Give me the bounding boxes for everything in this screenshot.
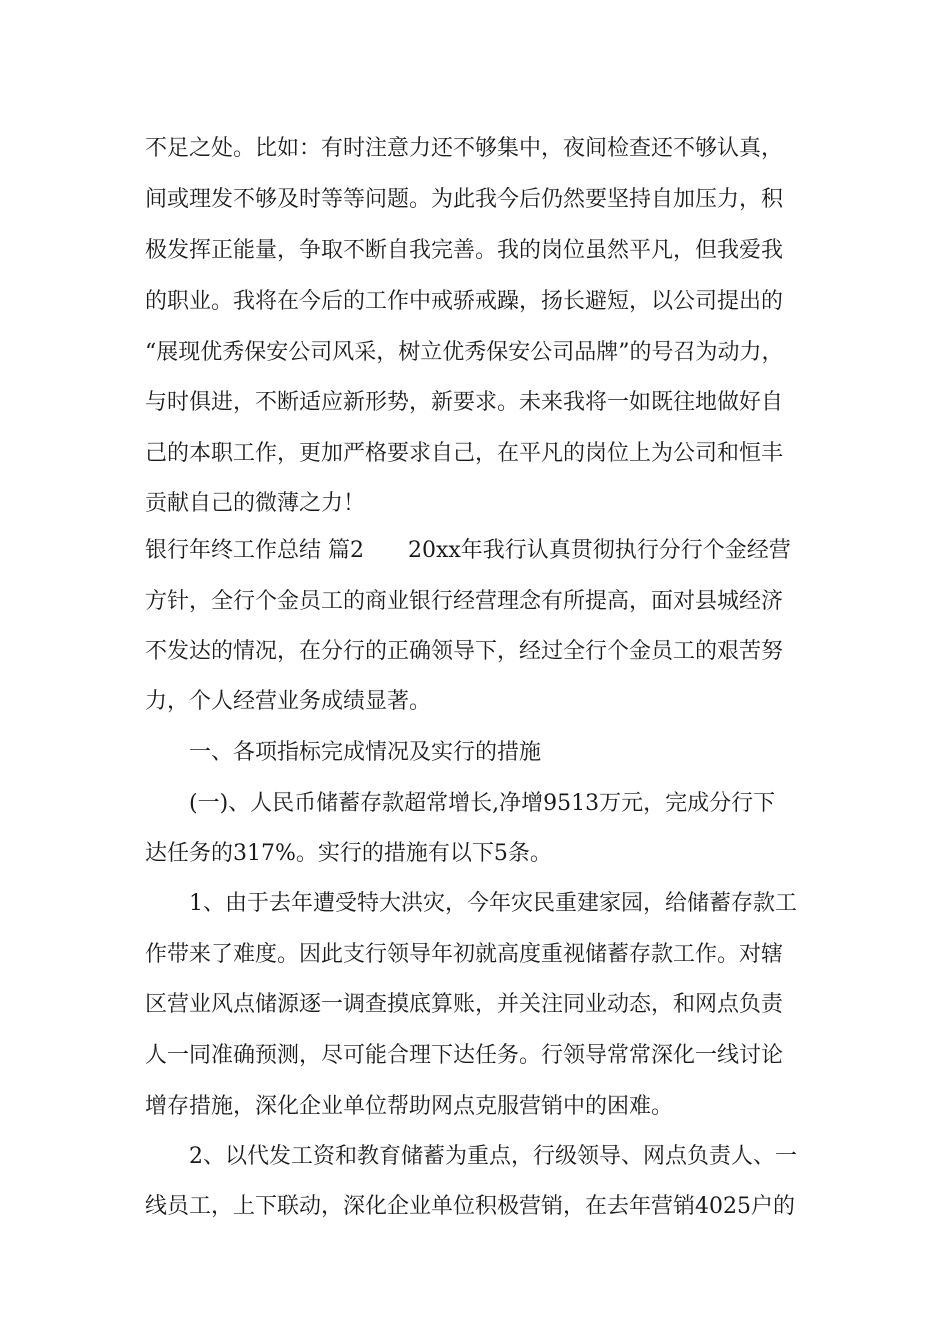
- text-line: 增存措施，深化企业单位帮助网点克服营销中的困难。: [145, 1094, 674, 1119]
- text-line: 2、以代发工资和教育储蓄为重点，行级领导、网点负责人、一: [145, 1144, 797, 1169]
- text-line: 1、由于去年遭受特大洪灾，今年灾民重建家园，给储蓄存款工: [145, 891, 797, 916]
- text-line: 不发达的情况，在分行的正确领导下，经过全行个金员工的艰苦努: [145, 639, 784, 664]
- text-line: 极发挥正能量，争取不断自我完善。我的岗位虽然平凡，但我爱我: [145, 238, 784, 263]
- text-line: 间或理发不够及时等等问题。为此我今后仍然要坚持自加压力，积: [145, 187, 784, 212]
- text-line: 不足之处。比如：有时注意力还不够集中，夜间检查还不够认真，: [145, 136, 784, 161]
- text-line: 方针，全行个金员工的商业银行经营理念有所提高，面对县城经济: [145, 589, 784, 614]
- text-line: 达任务的317%。实行的措施有以下5条。: [145, 841, 552, 866]
- text-line: 作带来了难度。因此支行领导年初就高度重视储蓄存款工作。对辖: [145, 942, 784, 967]
- text-line: (一)、人民币储蓄存款超常增长,净增9513万元，完成分行下: [145, 791, 776, 816]
- text-line: 区营业风点储源逐一调查摸底算账，并关注同业动态，和网点负责: [145, 992, 784, 1017]
- text-line: 的职业。我将在今后的工作中戒骄戒躁，扬长避短，以公司提出的: [145, 289, 784, 314]
- text-line: 人一同准确预测，尽可能合理下达任务。行领导常常深化一线讨论: [145, 1043, 784, 1068]
- text-line: 己的本职工作，更加严格要求自己，在平凡的岗位上为公司和恒丰: [145, 441, 784, 466]
- text-line: 线员工，上下联动，深化企业单位积极营销，在去年营销4025户的: [145, 1194, 795, 1219]
- text-line: 贡献自己的微薄之力！: [145, 491, 366, 516]
- text-line: “展现优秀保安公司风采，树立优秀保安公司品牌”的号召为动力，: [145, 340, 784, 365]
- text-line: 一、各项指标完成情况及实行的措施: [145, 740, 542, 765]
- text-line: 与时俱进，不断适应新形势，新要求。未来我将一如既往地做好自: [145, 390, 784, 415]
- section-heading-line: 银行年终工作总结 篇2 20xx年我行认真贯彻执行分行个金经营: [145, 538, 791, 563]
- text-line: 力，个人经营业务成绩显著。: [145, 689, 432, 714]
